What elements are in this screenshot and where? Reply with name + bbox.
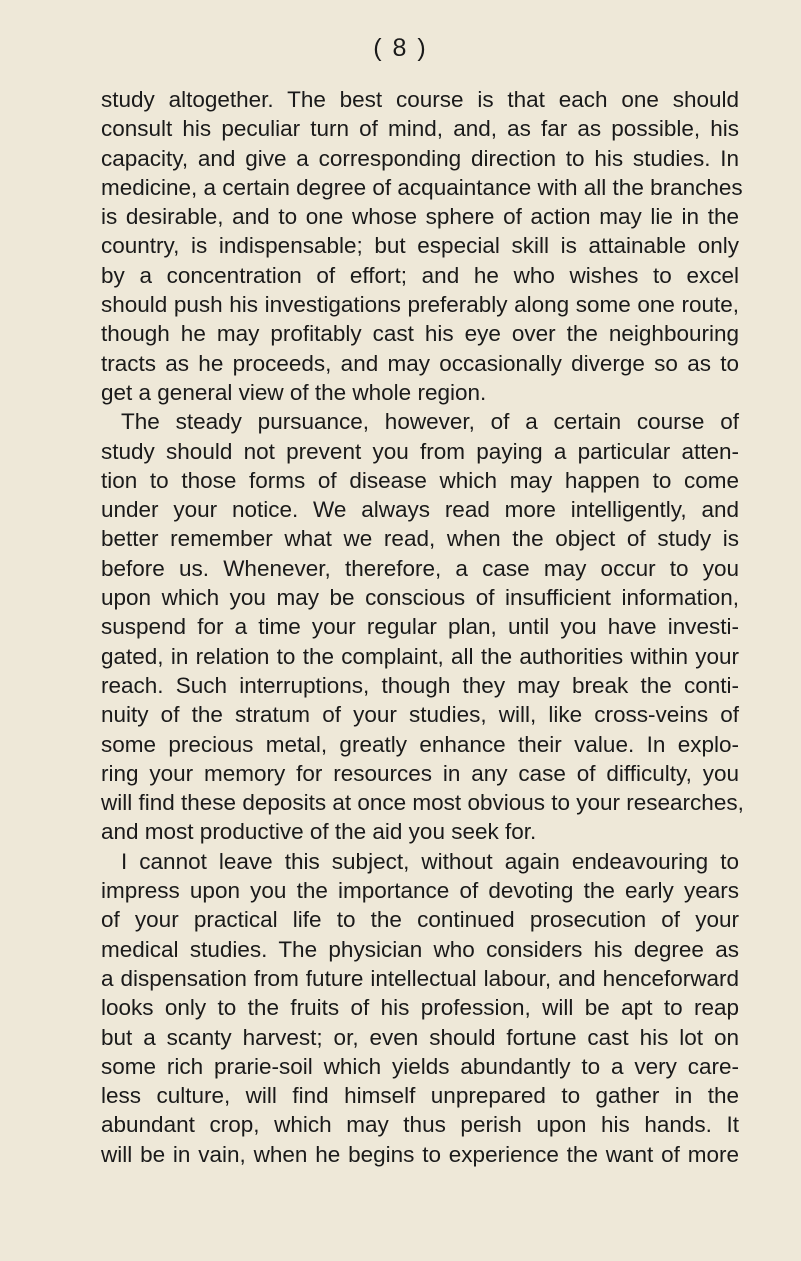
paragraph-2 bbox=[101, 407, 744, 846]
text-line: consult his peculiar turn of mind, and, as far as possible, his bbox=[101, 116, 739, 142]
text-line: will find these deposits at once most obvious to your researches, bbox=[101, 790, 744, 816]
paragraph-3 bbox=[101, 847, 739, 1169]
text-line: medical studies. The physician who considers his degree as bbox=[101, 936, 739, 962]
text-line: before us. Whenever, therefore, a case may occur to you bbox=[101, 555, 739, 581]
text-line: get a general view of the whole region. bbox=[101, 379, 487, 405]
text-line: but a scanty harvest; or, even should fortune cast his lot on bbox=[101, 1024, 739, 1050]
text-line: capacity, and give a corresponding direction to his studies. In bbox=[101, 145, 739, 171]
text-line: nuity of the stratum of your studies, will, like cross-veins of bbox=[101, 702, 739, 728]
text-line: I cannot leave this subject, without again endeavouring to bbox=[121, 848, 739, 874]
text-line: study should not prevent you from paying a particular atten- bbox=[101, 438, 739, 464]
text-line: tracts as he proceeds, and may occasionally diverge so as to bbox=[101, 350, 739, 376]
text-line: and most productive of the aid you seek for. bbox=[101, 819, 537, 845]
text-line: country, is indispensable; but especial skill is attainable only bbox=[101, 233, 739, 259]
page-number: ( 8 ) bbox=[373, 34, 428, 62]
text-line: reach. Such interruptions, though they may break the conti- bbox=[101, 672, 739, 698]
text-line: under your notice. We always read more intelligently, and bbox=[101, 497, 739, 523]
text-line: a dispensation from future intellectual labour, and henceforward bbox=[101, 965, 739, 991]
body-text bbox=[101, 85, 744, 1169]
text-line: tion to those forms of disease which may happen to come bbox=[101, 467, 739, 493]
text-line: is desirable, and to one whose sphere of action may lie in the bbox=[101, 204, 739, 230]
text-line: medicine, a certain degree of acquaintance with all the branches bbox=[101, 174, 743, 200]
text-line: looks only to the fruits of his profession, will be apt to reap bbox=[101, 995, 739, 1021]
text-line: of your practical life to the continued prosecution of your bbox=[101, 907, 739, 933]
text-line: ring your memory for resources in any case of difficulty, you bbox=[101, 760, 739, 786]
text-line: suspend for a time your regular plan, until you have investi- bbox=[101, 614, 739, 640]
text-line: though he may profitably cast his eye over the neighbouring bbox=[101, 321, 739, 347]
text-line: will be in vain, when he begins to experience the want of more bbox=[101, 1141, 739, 1167]
text-line: should push his investigations preferably along some one route, bbox=[101, 292, 739, 318]
text-line: The steady pursuance, however, of a certain course of bbox=[121, 409, 739, 435]
text-line: better remember what we read, when the object of study is bbox=[101, 526, 739, 552]
text-line: by a concentration of effort; and he who wishes to excel bbox=[101, 262, 739, 288]
paragraph-1 bbox=[101, 85, 743, 407]
text-line: impress upon you the importance of devoting the early years bbox=[101, 878, 739, 904]
text-line: study altogether. The best course is that each one should bbox=[101, 87, 739, 112]
text-line: less culture, will find himself unprepared to gather in the bbox=[101, 1083, 739, 1109]
text-line: abundant crop, which may thus perish upon his hands. It bbox=[101, 1112, 739, 1138]
text-line: some precious metal, greatly enhance their value. In explo- bbox=[101, 731, 739, 757]
text-line: upon which you may be conscious of insufficient information, bbox=[101, 585, 739, 611]
text-line: gated, in relation to the complaint, all the authorities within your bbox=[101, 643, 739, 669]
text-line: some rich prarie-soil which yields abundantly to a very care- bbox=[101, 1053, 739, 1079]
